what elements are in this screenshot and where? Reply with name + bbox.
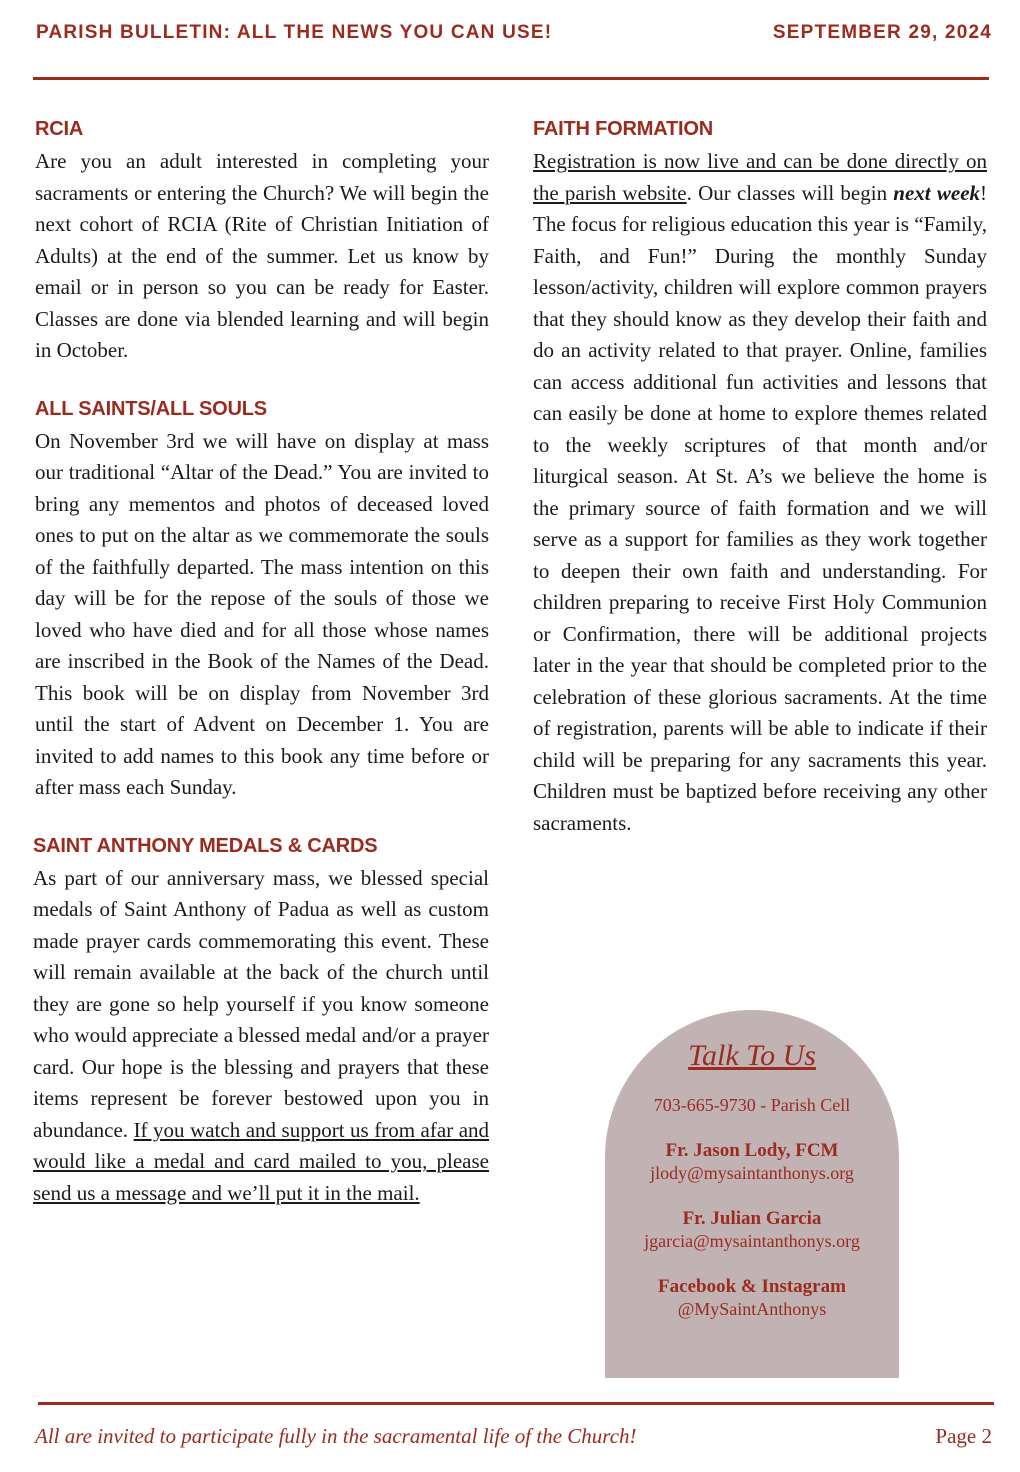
all-saints-body: On November 3rd we will have on display at mass our traditional “Altar of the Dead.” You are invited to bring any mementos and photos of deceased loved ones to put on the altar as we commemorate the souls of the faithfully departed. The mass intention on this day will be for the repose of the souls of those we loved who have died and for all those whose names are inscribed in the Book of the Names of the Dead. This book will be on display from November 3rd until the start of Advent on December 1. You are invited to add names to this book any time before or after mass each Sunday. [35,428,489,799]
social-label: Facebook & Instagram [658,1276,846,1297]
contact-name-2: Fr. Julian Garcia [682,1208,822,1229]
all-saints-heading: ALL SAINTS/ALL SOULS [35,397,267,420]
faith-formation-section [533,112,987,839]
next-week-emphasis: next week [893,180,981,205]
top-divider [33,77,989,80]
registration-link[interactable]: Registration is now live and can be done directly on the parish website [533,149,987,205]
faith-text-2: ! The focus for religious education this year is “Family, Faith, and Fun!” During the monthly Sunday lesson/activity, children will explore common prayers that they should know as they develop their faith and do an activity related to that prayer. Online, families can access additional fun activities and lessons that can easily be done at home to explore themes related to the weekly scriptures of that month and/or liturgical season. At St. A’s we believe the home is the primary source of faith formation and we will serve as a support for families as they work together to deepen their own faith and understanding. For children preparing to receive First Holy Communion or Confirmation, there will be additional projects later in the year that should be completed prior to the celebration of these glorious sacraments. At the time of registration, parents will be able to indicate if their child will be preparing for any sacraments this year. Children must be baptized before receiving any other sacraments. [533,180,988,835]
bulletin-date: SEPTEMBER 29, 2024 [772,22,992,43]
bottom-divider [38,1402,994,1405]
right-column [533,112,987,864]
bulletin-title: PARISH BULLETIN: ALL THE NEWS YOU CAN USE! [36,22,553,43]
contact-email-1[interactable]: jlody@mysaintanthonys.org [650,1163,854,1183]
medals-section [33,829,489,1210]
medals-text: As part of our anniversary mass, we blessed special medals of Saint Anthony of Padua as well as custom made prayer cards commemorating this event. These will remain available at the back of the church until they are gone so help yourself if you know someone who would appreciate a blessed medal and/or a prayer card. Our hope is the blessing and prayers that these items represent be forever bestowed upon you in abundance. [33,865,489,1142]
mail-request-link[interactable]: If you watch and support us from afar and would like a medal and card mailed to you, please send us a message and we’ll put it in the mail. [33,1117,490,1205]
talk-to-us-title[interactable]: Talk To Us [688,1039,816,1072]
all-saints-section [35,392,489,804]
contact-name-1: Fr. Jason Lody, FCM [665,1140,839,1161]
page-number: Page 2 [935,1424,992,1448]
faith-formation-body [533,146,987,839]
faith-text-1: . Our classes will begin [686,180,894,205]
social-handle[interactable]: @MySaintAnthonys [677,1299,827,1319]
medals-heading: SAINT ANTHONY MEDALS & CARDS [33,834,378,857]
rcia-heading: RCIA [35,118,84,140]
left-column [35,112,489,1234]
faith-formation-heading: FAITH FORMATION [533,118,713,140]
talk-to-us-box [605,1010,899,1378]
parish-phone[interactable]: 703-665-9730 - Parish Cell [653,1095,851,1115]
rcia-section [35,112,489,367]
footer-tagline: All are invited to participate fully in the sacramental life of the Church! [35,1424,637,1448]
medals-body [33,863,489,1210]
rcia-body: Are you an adult interested in completing your sacraments or entering the Church? We will begin the next cohort of RCIA (Rite of Christian Initiation of Adults) at the end of the summer. Let us know by email or in person so you can be ready for Easter. Classes are done via blended learning and will begin in October. [35,149,489,362]
contact-email-2[interactable]: jgarcia@mysaintanthonys.org [644,1231,860,1251]
